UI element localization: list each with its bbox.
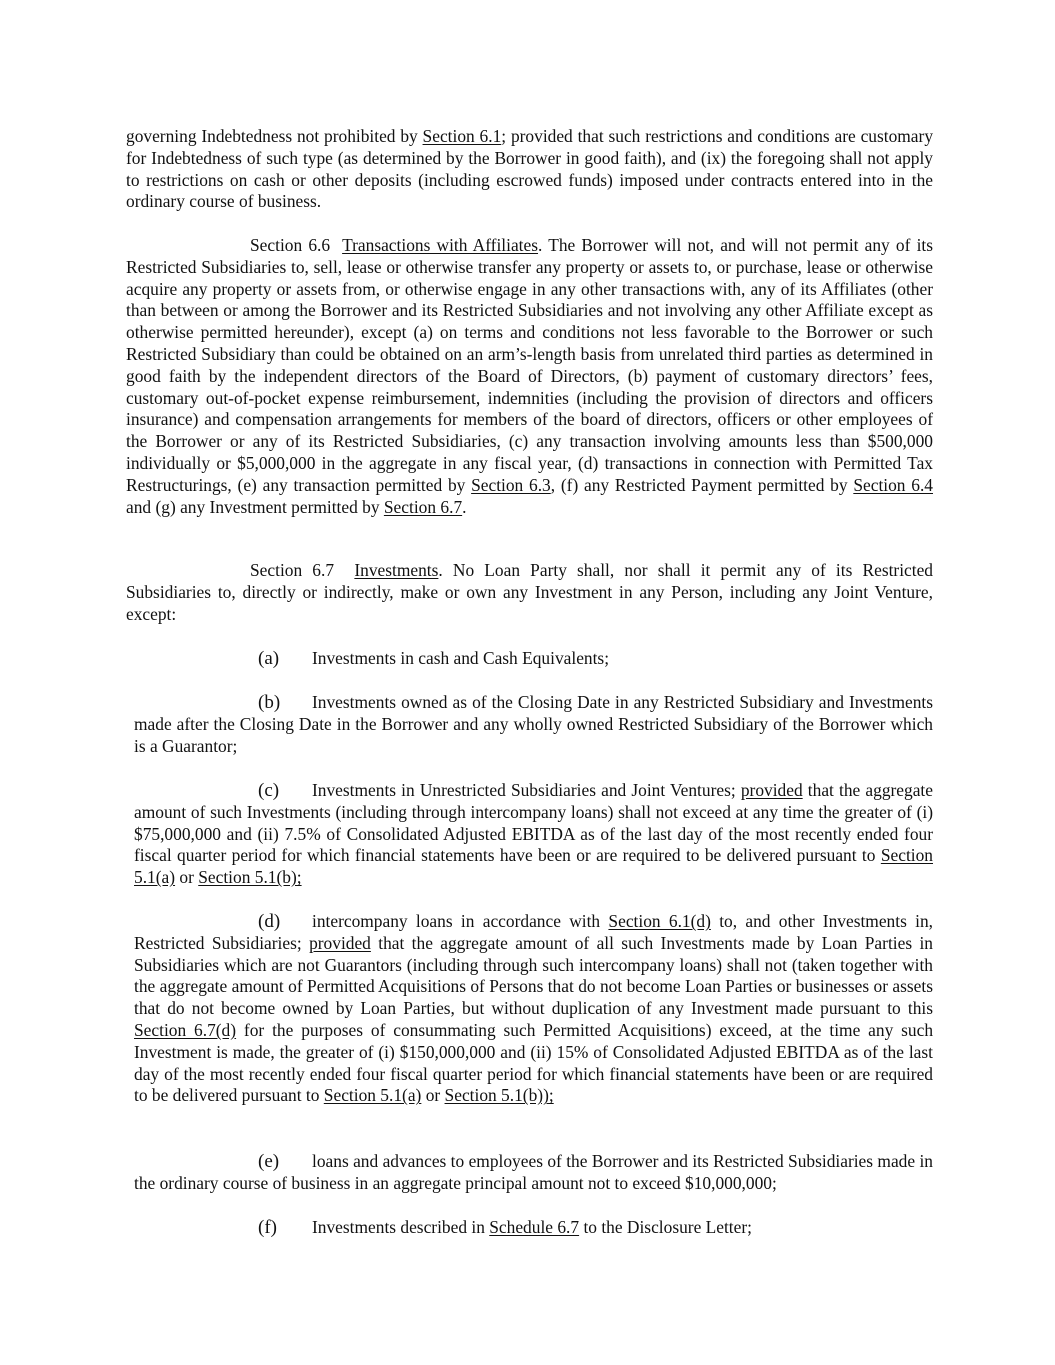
section-reference: Section 6.7(d)	[134, 1019, 237, 1040]
clause-label: (c)	[258, 780, 280, 801]
section-6-7-paragraph	[126, 560, 933, 625]
section-reference: Section 6.4	[853, 474, 933, 495]
text: and (g) any Investment permitted by	[126, 496, 384, 517]
text: governing Indebtedness not prohibited by	[126, 126, 423, 146]
clause-b	[134, 692, 933, 757]
text: for the purposes of consummating such Permitted Acquisitions) exceed, at the time any such Investment is made, the greater of (i) $150,000,000 and (ii) 15% of Consolidated Adjusted EBITDA as of the last day of the most recently ended four fiscal quarter period for which financial statements have been or are required to be delivered pursuant to	[134, 1019, 934, 1106]
text: .	[462, 496, 467, 517]
section-reference: Section 6.1(d)	[608, 911, 711, 931]
clause-d	[134, 911, 933, 1107]
continuation-paragraph	[126, 126, 933, 213]
text: to the Disclosure Letter;	[579, 1217, 752, 1237]
schedule-reference: Schedule 6.7	[489, 1217, 580, 1237]
text: ; provided that such restrictions and conditions are customary for Indebtedness of such type (as determined by the Borrower in good faith), and (ix) the foregoing shall not apply to restrictions on cash or other deposits (including escrowed funds) imposed under contracts entered into in the ordinary course of business.	[126, 126, 934, 212]
clause-label: (f)	[258, 1217, 277, 1238]
clause-label: (d)	[258, 911, 281, 932]
clause-a	[134, 648, 933, 670]
clause-c	[134, 780, 933, 889]
section-reference: Section 5.1(b));	[444, 1085, 554, 1106]
provided-term: provided	[740, 780, 803, 800]
provided-term: provided	[309, 932, 371, 953]
clause-label: (b)	[258, 692, 281, 713]
clause-label: (e)	[258, 1151, 280, 1172]
clause-label: (a)	[258, 648, 280, 669]
section-reference: Section 6.7	[383, 496, 463, 517]
text: to, and other Investments in, Restricted Subsidiaries;	[134, 911, 933, 953]
section-number: Section 6.6	[250, 235, 331, 255]
text: . The Borrower will not, and will not permit any of its Restricted Subsidiaries to, sell, lease or otherwise transfer any property or assets to, or purchase, lease or otherwise acquire any property or assets from, or otherwise engage in any other transactions with, any of its Affiliates (other than between or among the Borrower and its Restricted Subsidiaries and not involving any other Affiliate except as otherwise permitted hereunder), except (a) on terms and conditions not less favorable to the Borrower or such Restricted Subsidiary than could be obtained on an arm’s-length basis from unrelated third parties as determined in good faith by the independent directors of the Board of Directors, (b) payment of customary directors’ fees, customary out-of-pocket expense reimbursement, indemnities (including the provision of directors and officers insurance) and compensation arrangements for members of the board of directors, officers or other employees of the Borrower or any of its Restricted Subsidiaries, (c) any transaction involving amounts less than $500,000 individually or $5,000,000 in the aggregate in any fiscal year, (d) transactions in connection with Permitted Tax Restructurings, (e) any transaction permitted by	[126, 235, 934, 495]
text: Investments owned as of the Closing Date in any Restricted Subsidiary and Investments made after the Closing Date in the Borrower and any wholly owned Restricted Subsidiary of the Borrower which is a Guarantor;	[134, 692, 933, 756]
section-6-6-paragraph	[126, 235, 933, 518]
text: that the aggregate amount of such Investments (including through intercompany loans) shall not exceed at any time the greater of (i) $75,000,000 and (ii) 7.5% of Consolidated Adjusted EBITDA as of the last day of the most recently ended four fiscal quarter period for which financial statements have been or are required to be delivered pursuant to	[134, 780, 933, 866]
text: or	[421, 1085, 445, 1106]
clause-e	[134, 1151, 933, 1195]
text: Investments described in	[312, 1217, 490, 1237]
section-reference: Section 6.1	[422, 126, 502, 146]
text: that the aggregate amount of all such Investments made by Loan Parties in Subsidiaries which are not Guarantors (including through such intercompany loans) shall not (taken together with the aggregate amount of Permitted Acquisitions of Persons that do not become Loan Parties or businesses or assets that do not become owned by Loan Parties, but without duplication of any Investment made pursuant to this	[134, 932, 933, 1019]
section-reference: Section 5.1(a)	[323, 1085, 422, 1106]
section-heading: Investments	[354, 560, 439, 580]
text: Investments in Unrestricted Subsidiaries and Joint Ventures;	[312, 780, 741, 800]
text: intercompany loans in accordance with	[312, 911, 609, 931]
clause-f	[134, 1217, 933, 1239]
section-number: Section 6.7	[250, 560, 335, 580]
section-reference: Section 5.1(a)	[134, 845, 933, 888]
section-heading: Transactions with Affiliates	[342, 235, 539, 255]
text: , (f) any Restricted Payment permitted by	[550, 474, 854, 495]
text: Investments in cash and Cash Equivalents;	[312, 648, 610, 668]
text: loans and advances to employees of the Borrower and its Restricted Subsidiaries made in the ordinary course of business in an aggregate principal amount not to exceed $10,000,000;	[134, 1151, 933, 1193]
text: or	[175, 867, 199, 888]
section-reference: Section 6.3	[471, 474, 551, 495]
text: . No Loan Party shall, nor shall it permit any of its Restricted Subsidiaries to, directly or indirectly, make or own any Investment in any Person, including any Joint Venture, except:	[126, 560, 934, 624]
section-reference: Section 5.1(b);	[198, 867, 302, 888]
